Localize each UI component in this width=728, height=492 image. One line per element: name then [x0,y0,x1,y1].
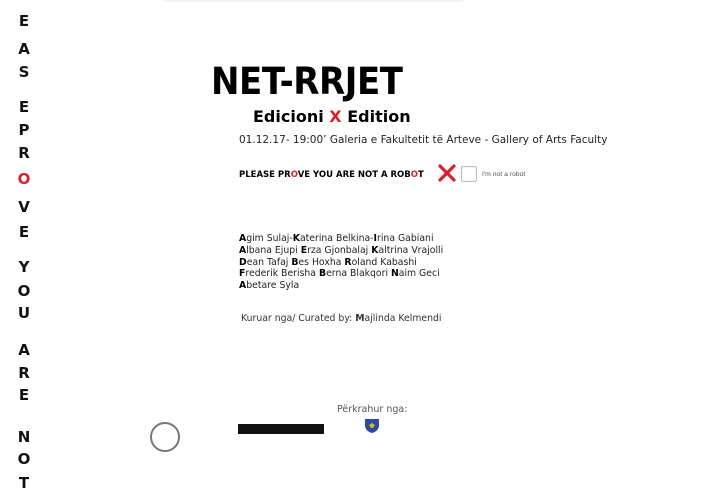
side-letter: U [17,304,31,322]
edition-subtitle [253,107,411,126]
side-letter: Y [18,258,30,276]
side-letter: E [18,223,30,241]
side-letter: S [18,63,30,81]
side-letter: E [18,386,30,404]
edition-suffix: Edition [341,107,411,126]
top-divider [163,0,463,2]
event-dateline: 01.12.17- 19:00’ Galeria e Fakultetit të Arteve - Gallery of Arts Faculty [239,134,608,146]
robot-checkbox[interactable] [461,166,477,182]
page-title: NET-RRJET [211,60,403,103]
red-x-icon [438,164,456,182]
artist-line: Dean Tafaj Bes Hoxha Roland Kabashi [239,256,417,268]
captcha-text: PLEASE PROVE YOU ARE NOT A ROBOT [239,170,424,180]
side-letter: A [18,341,30,359]
artist-line: Abetare Syla [239,280,300,292]
side-letter: E [18,98,30,116]
curated-label: Kuruar nga/ Curated by: [241,313,356,324]
edition-x: X [329,107,342,126]
side-letter: R [18,364,30,382]
side-letter: A [18,40,30,58]
curated-by: Kuruar nga/ Curated by: Majlinda Kelmendi [241,313,442,324]
side-letter: O [17,170,31,188]
side-letter: N [17,428,31,446]
robot-checkbox-label: I'm not a robot [482,171,526,178]
sponsor-logo [238,424,324,434]
side-letter: O [17,450,31,468]
side-letter: T [18,474,30,492]
artist-line: Agim Sulaj-Katerina Belkina-Irina Gabiani [239,233,434,244]
side-letter: V [18,198,30,216]
side-letter: E [18,12,30,30]
curator-name: ajlinda Kelmendi [364,313,442,324]
edition-prefix: Edicioni [253,107,330,126]
artist-line: Frederik Berisha Berna Blakqori Naim Geci [239,268,440,280]
artist-line: Albana Ejupi Erza Gjonbalaj Kaltrina Vrajolli [239,244,444,256]
side-letter: P [18,121,30,139]
artist-list [239,233,443,292]
captcha-prompt [239,165,424,185]
side-letter: R [18,144,30,162]
kosovo-emblem-logo [364,419,380,433]
supported-by-label: Përkrahur nga: [337,404,408,415]
side-letter: O [17,282,31,300]
university-seal-logo [150,422,180,452]
